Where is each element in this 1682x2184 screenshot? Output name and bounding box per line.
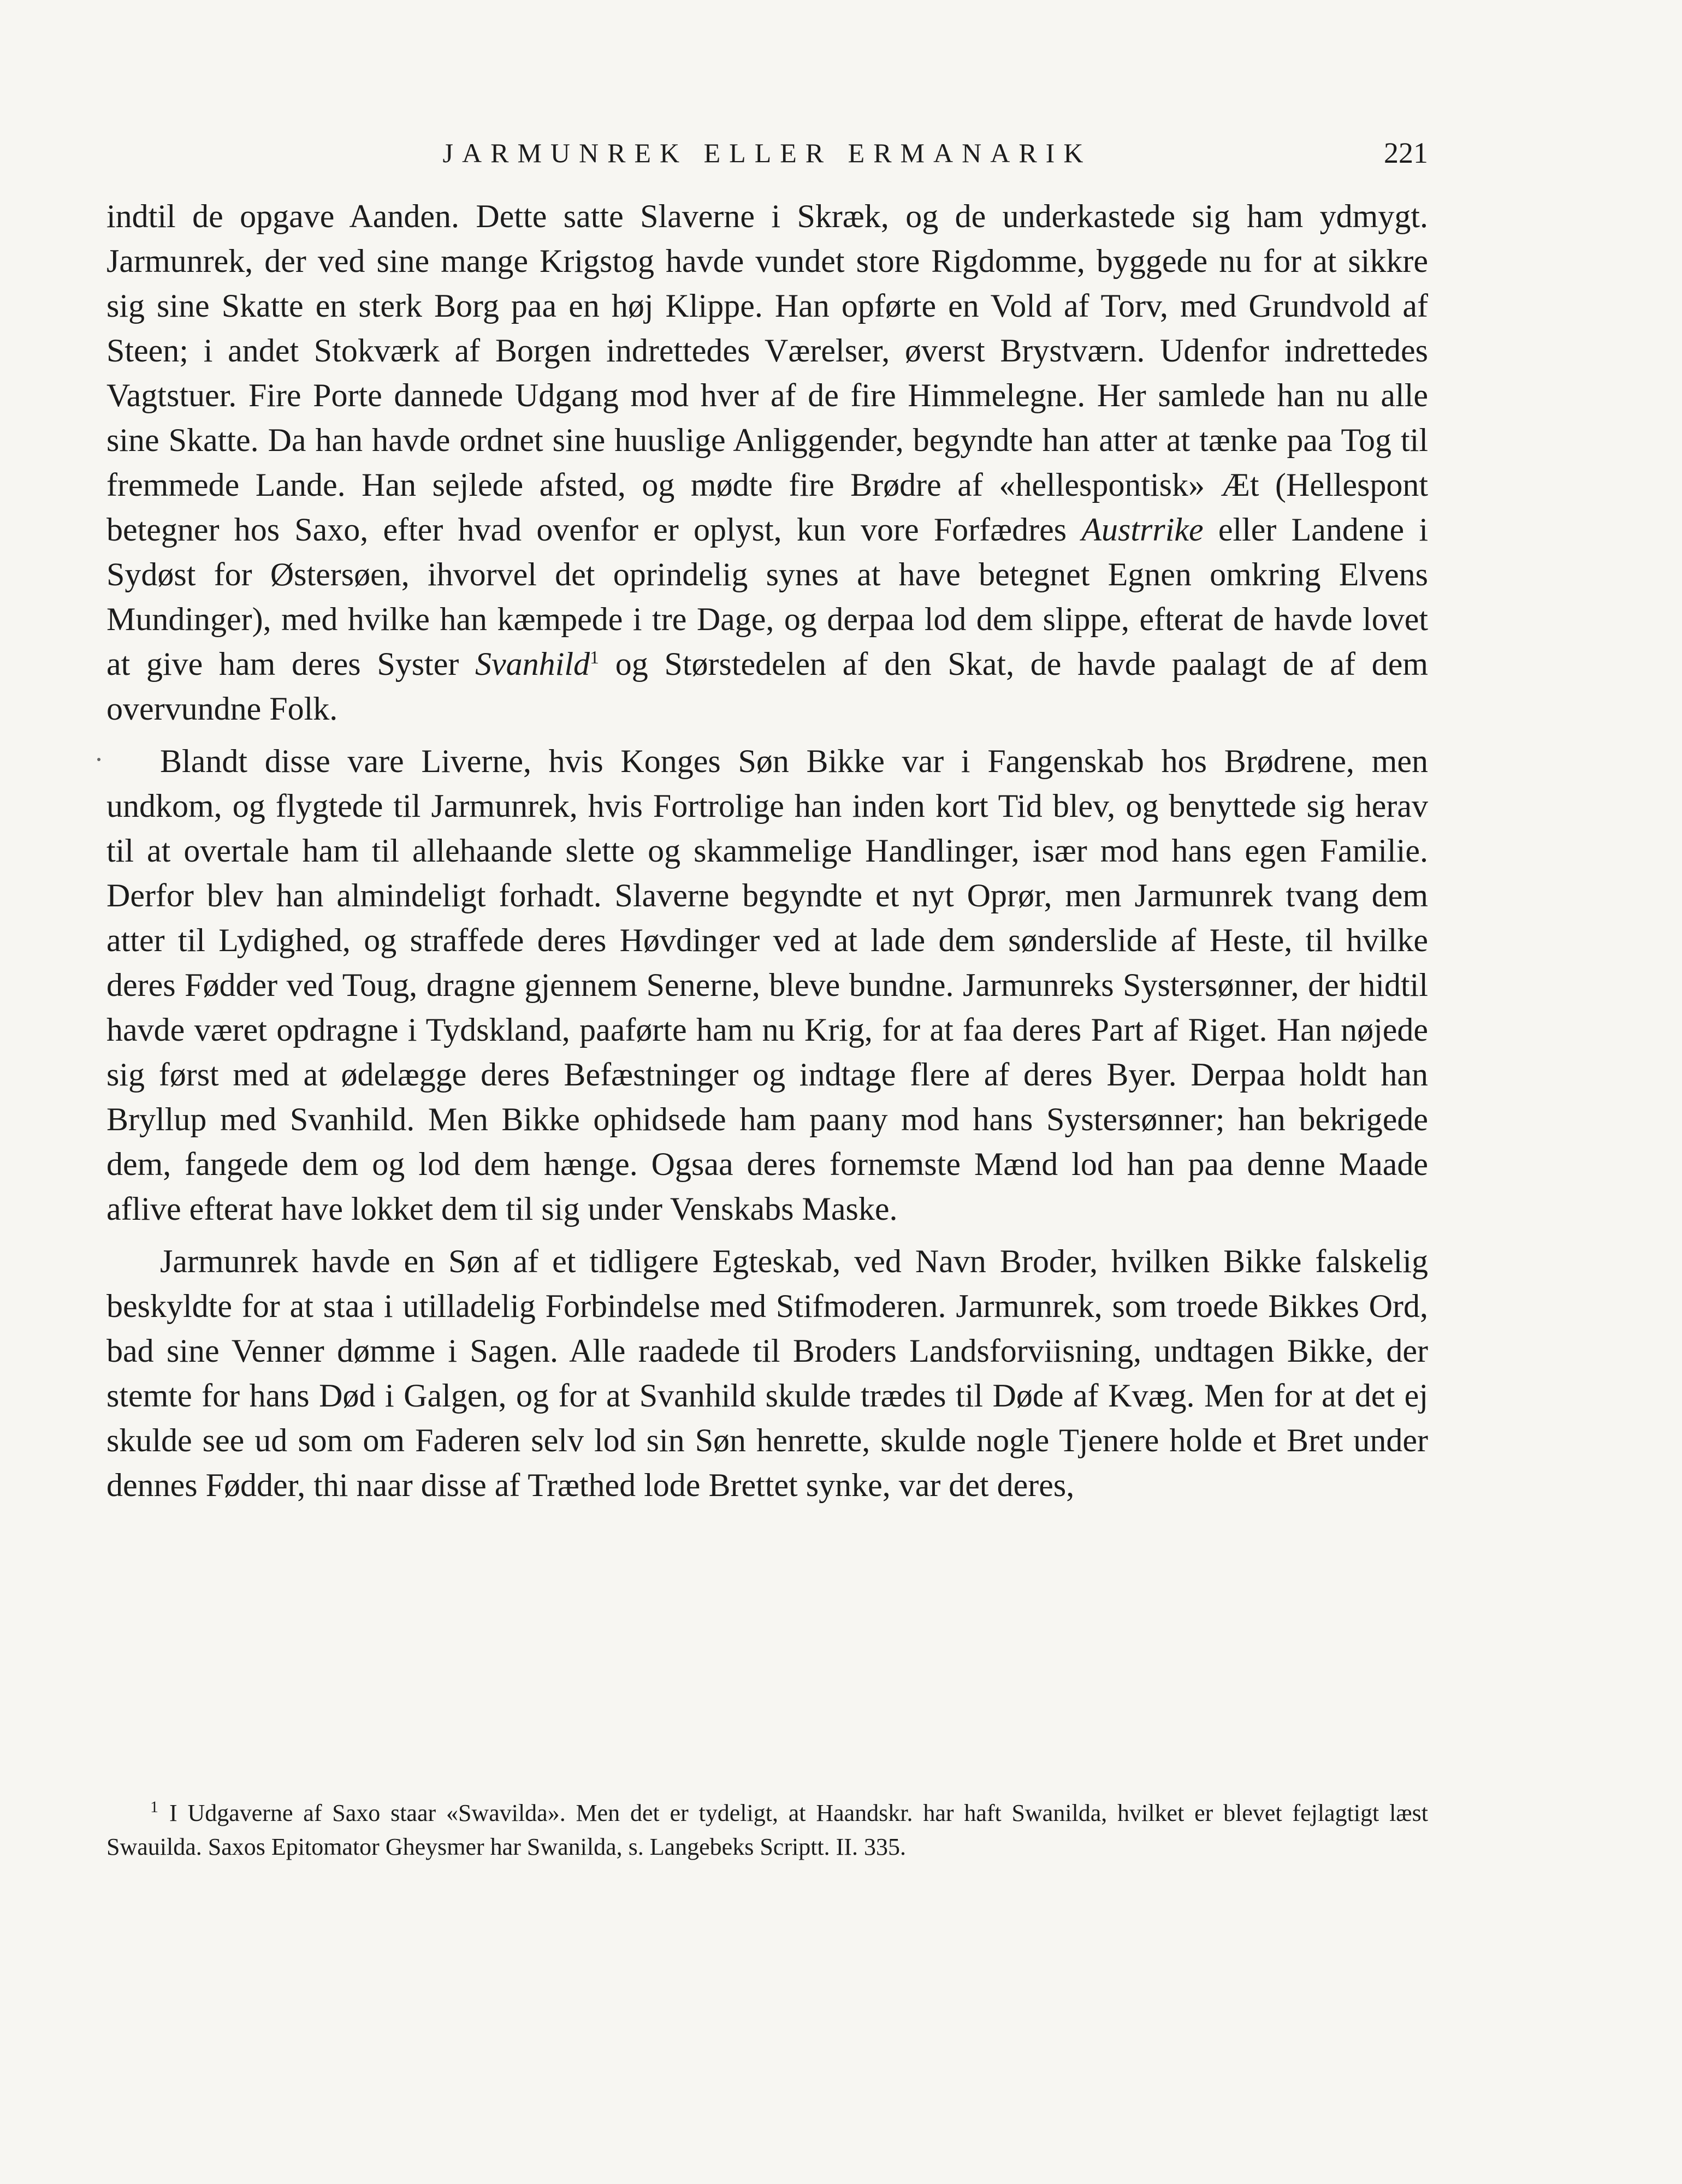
paragraph-1 <box>106 194 1428 731</box>
footnote-1-mark: 1 <box>150 1798 158 1817</box>
paragraph-1-text-a: indtil de opgave Aanden. Dette satte Slaverne i Skræk, og de underkastede sig ham ydmygt. Jarmunrek, der ved sine mange Krigstog havde vundet store Rigdomme, byggede nu for at sikkre sig sine Skatte en sterk Borg paa en høj Klippe. Han opførte en Vold af Torv, med Grundvold af Steen; i andet Stokværk af Borgen indrettedes Værelser, øverst Brystværn. Udenfor indrettedes Vagtstuer. Fire Porte dannede Udgang mod hver af de fire Himmelegne. Her samlede han nu alle sine Skatte. Da han havde ordnet sine huuslige Anliggender, begyndte han atter at tænke paa Tog til fremmede Lande. Han sejlede afsted, og mødte fire Brødre af «hellespontisk» Æt (Hellespont betegner hos Saxo, efter hvad ovenfor er oplyst, kun vore Forfædres <box>106 198 1428 548</box>
margin-dot <box>97 758 100 761</box>
footnote-ref-1: 1 <box>590 648 600 668</box>
italic-austrrike: Austrrike <box>1081 512 1204 548</box>
body-text <box>106 194 1428 1515</box>
page-number: 221 <box>1384 136 1428 169</box>
running-title: JARMUNREK ELLER ERMANARIK <box>442 138 1092 168</box>
page-header <box>106 131 1428 175</box>
paragraph-1-text-b: eller Landene i Sydøst for Østersøen, ihvorvel det oprindelig synes at have betegnet Egnen omkring Elvens Mundinger), med hvilke han kæmpede i tre Dage, og derpaa lod dem slippe, efterat de havde lovet at give ham deres Syster <box>106 512 1429 682</box>
footnote-1 <box>106 1796 1428 1864</box>
footnotes <box>106 1796 1428 1864</box>
italic-svanhild: Svanhild <box>475 646 590 682</box>
paragraph-3: Jarmunrek havde en Søn af et tidligere Egteskab, ved Navn Broder, hvilken Bikke falskelig beskyldte for at staa i utilladelig Forbindelse med Stifmoderen. Jarmunrek, som troede Bikkes Ord, bad sine Venner dømme i Sagen. Alle raadede til Broders Landsforviisning, undtagen Bikke, der stemte for hans Død i Galgen, og for at Svanhild skulde trædes til Døde af Kvæg. Men for at det ej skulde see ud som om Faderen selv lod sin Søn henrette, skulde nogle Tjenere holde et Bret under dennes Fødder, thi naar disse af Træthed lode Brettet synke, var det deres, <box>106 1243 1428 1503</box>
paragraph-1-text-c: og Størstedelen af den Skat, de havde paalagt de af dem overvundne Folk. <box>106 646 1429 727</box>
footnote-1-text: I Udgaverne af Saxo staar «Swavilda». Men det er tydeligt, at Haandskr. har haft Swanilda, hvilket er blevet fejlagtigt læst Swauilda. Saxos Epitomator Gheysmer har Swanilda, s. Langebeks Scriptt. II. 335. <box>106 1800 1428 1860</box>
paragraph-2: Blandt disse vare Liverne, hvis Konges Søn Bikke var i Fangenskab hos Brødrene, men undkom, og flygtede til Jarmunrek, hvis Fortrolige han inden kort Tid blev, og benyttede sig herav til at overtale ham til allehaande slette og skammelige Handlinger, især mod hans egen Familie. Derfor blev han almindeligt forhadt. Slaverne begyndte et nyt Oprør, men Jarmunrek tvang dem atter til Lydighed, og straffede deres Høvdinger ved at lade dem sønderslide af Heste, til hvilke deres Fødder ved Toug, dragne gjennem Senerne, bleve bundne. Jarmunreks Systersønner, der hidtil havde været opdragne i Tydskland, paaførte ham nu Krig, for at faa deres Part af Riget. Han nøjede sig først med at ødelægge deres Befæstninger og indtage flere af deres Byer. Derpaa holdt han Bryllup med Svanhild. Men Bikke ophidsede ham paany mod hans Systersønner; han bekrigede dem, fangede dem og lod dem hænge. Ogsaa deres fornemste Mænd lod han paa denne Maade aflive efterat have lokket dem til sig under Venskabs Maske. <box>106 743 1428 1227</box>
